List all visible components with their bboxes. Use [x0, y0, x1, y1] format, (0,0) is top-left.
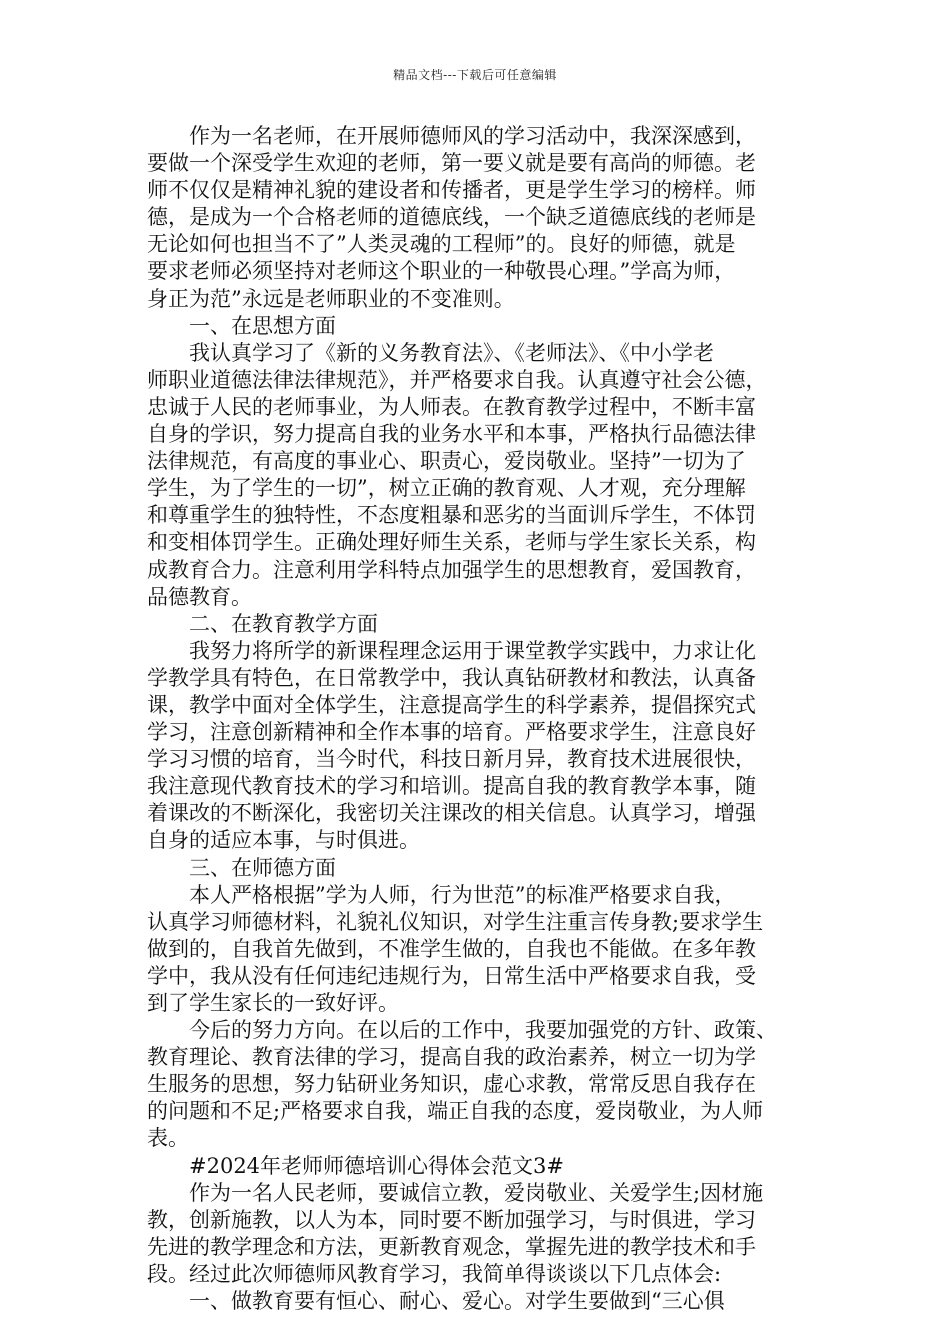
text-line: 德，是成为一个合格老师的道德底线，一个缺乏道德底线的老师是	[147, 205, 756, 230]
text-line: 我认真学习了《新的义务教育法》、《老师法》、《中小学老	[189, 340, 714, 365]
text-line: 作为一名人民老师，要诚信立教，爱岗敬业、关爱学生;因材施	[189, 1180, 764, 1205]
article-title: #2024年老师师德培训心得体会范文3#	[189, 1153, 564, 1178]
document-body	[147, 123, 807, 1315]
text-line: 师职业道德法律法律规范》，并严格要求自我。认真遵守社会公德，	[147, 367, 767, 392]
text-line: 认真学习师德材料，礼貌礼仪知识，对学生注重言传身教;要求学生	[147, 909, 764, 934]
text-line: 课，教学中面对全体学生，注意提高学生的科学素养，提倡探究式	[147, 692, 756, 717]
text-line: 要求老师必须坚持对老师这个职业的一种敬畏心理。”学高为师，	[147, 259, 736, 284]
text-line: 无论如何也担当不了”人类灵魂的工程师”的。良好的师德，就是	[147, 232, 736, 257]
text-line: 自身的适应本事，与时俱进。	[147, 828, 420, 853]
text-line: 和尊重学生的独特性，不态度粗暴和恶劣的当面训斥学生，不体罚	[147, 503, 756, 528]
text-line: 表。	[147, 1126, 189, 1151]
text-line: 师不仅仅是精神礼貌的建设者和传播者，更是学生学习的榜样。师	[147, 178, 756, 203]
text-line: 和变相体罚学生。正确处理好师生关系，老师与学生家长关系，构	[147, 530, 756, 555]
text-line: 先进的教学理念和方法，更新教育观念，掌握先进的教学技术和手	[147, 1234, 756, 1259]
section-heading: 三、在师德方面	[189, 855, 336, 880]
text-line: 做到的，自我首先做到，不准学生做的，自我也不能做。在多年教	[147, 936, 756, 961]
text-line: 到了学生家长的一致好评。	[147, 991, 399, 1015]
page-header: 精品文档---下载后可任意编辑	[393, 68, 557, 82]
text-line: 着课改的不断深化，我密切关注课改的相关信息。认真学习，增强	[147, 801, 756, 826]
text-line: 段。经过此次师德师风教育学习，我简单得谈谈以下几点体会:	[147, 1261, 722, 1286]
text-line: 的问题和不足;严格要求自我，端正自我的态度，爱岗敬业，为人师	[147, 1099, 764, 1124]
text-line: 本人严格根据”学为人师，行为世范”的标准严格要求自我，	[189, 882, 736, 907]
text-line: 自身的学识，努力提高自我的业务水平和本事，严格执行品德法律	[147, 422, 756, 447]
text-line: 生服务的思想，努力钻研业务知识，虚心求教，常常反思自我存在	[147, 1072, 756, 1097]
text-line: 品德教育。	[147, 584, 252, 609]
text-line: 要做一个深受学生欢迎的老师，第一要义就是要有高尚的师德。老	[147, 151, 756, 176]
text-line: 学生，为了学生的一切”，树立正确的教育观、人才观，充分理解	[147, 476, 746, 501]
text-line: 学教学具有特色，在日常教学中，我认真钻研教材和教法，认真备	[147, 665, 756, 690]
text-line: 教，创新施教，以人为本，同时要不断加强学习，与时俱进，学习	[147, 1207, 756, 1232]
text-line: 学习习惯的培育，当今时代，科技日新月异，教育技术进展很快，	[147, 747, 756, 772]
text-line: 我注意现代教育技术的学习和培训。提高自我的教育教学本事，随	[147, 774, 756, 799]
text-line: 今后的努力方向。在以后的工作中，我要加强党的方针、政策、	[189, 1018, 777, 1043]
text-line: 忠诚于人民的老师事业，为人师表。在教育教学过程中，不断丰富	[147, 394, 756, 419]
text-line: 法律规范，有高度的事业心、职责心，爱岗敬业。坚持”一切为了	[147, 449, 746, 474]
section-heading: 一、做教育要有恒心、耐心、爱心。对学生要做到“三心俱	[189, 1289, 725, 1314]
text-line: 身正为范”永远是老师职业的不变准则。	[147, 286, 515, 311]
section-heading: 二、在教育教学方面	[189, 611, 378, 636]
text-line: 学习，注意创新精神和全作本事的培育。严格要求学生，注意良好	[147, 720, 756, 745]
text-line: 我努力将所学的新课程理念运用于课堂教学实践中，力求让化	[189, 638, 756, 663]
section-heading: 一、在思想方面	[189, 313, 336, 338]
text-line: 学中，我从没有任何违纪违规行为，日常生活中严格要求自我，受	[147, 963, 756, 988]
text-line: 教育理论、教育法律的学习，提高自我的政治素养，树立一切为学	[147, 1045, 756, 1070]
text-line: 成教育合力。注意利用学科特点加强学生的思想教育，爱国教育，	[147, 557, 756, 582]
text-line: 作为一名老师，在开展师德师风的学习活动中，我深深感到，	[189, 124, 756, 148]
